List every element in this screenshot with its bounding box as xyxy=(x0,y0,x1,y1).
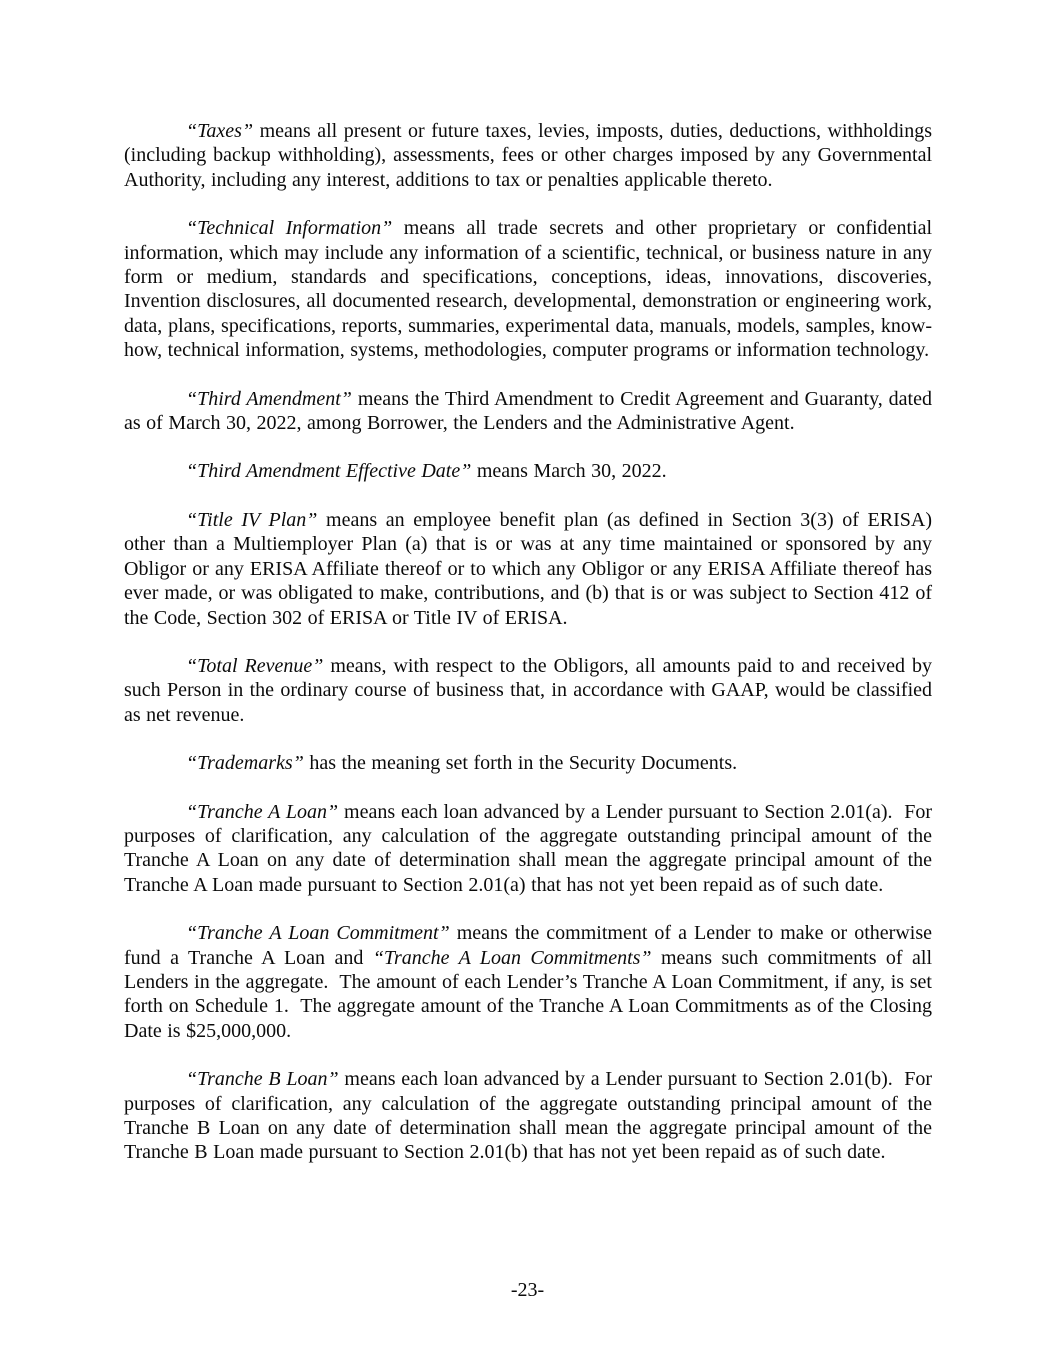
paragraph-text: means such commitments of all Lenders in the aggregate. The amount of each Lender’s Tranche A Loan Commitment, if any, is set forth on Schedule 1. The aggregate amount of the Tranche A Loan Commitments as of the Closing Date is $25,000,000. xyxy=(124,946,933,1042)
paragraph-text: means the Third Amendment to Credit Agreement and Guaranty, dated as of March 30, 2022, among Borrower, the Lenders and the Administrative Agent. xyxy=(124,387,932,435)
definition-paragraph xyxy=(124,1067,932,1165)
paragraph-text: has the meaning set forth in the Security Documents. xyxy=(303,752,738,775)
page-number: -23- xyxy=(510,1279,545,1301)
defined-term: “Tranche A Loan Commitments” xyxy=(372,946,652,969)
definition-paragraph xyxy=(124,387,932,436)
defined-term: “Third Amendment” xyxy=(186,387,352,410)
defined-term: “Tranche A Loan” xyxy=(186,800,339,823)
defined-term: “Total Revenue” xyxy=(186,654,324,677)
paragraph-text: means March 30, 2022. xyxy=(471,460,667,483)
paragraph-text: means each loan advanced by a Lender pursuant to Section 2.01(a). For purposes of clarification, any calculation of the aggregate outstanding principal amount of the Tranche A Loan on any date of determination shall mean the aggregate principal amount of the Tranche A Loan made pursuant to Section 2.01(a) that has not yet been repaid as of such date. xyxy=(124,800,933,896)
definition-paragraph xyxy=(124,508,932,630)
definitions-body xyxy=(124,119,932,1189)
defined-term: “Trademarks” xyxy=(186,752,304,775)
defined-term: “Title IV Plan” xyxy=(186,508,318,531)
paragraph-text: means the commitment of a Lender to make or otherwise fund a Tranche A Loan and xyxy=(124,922,932,969)
paragraph-text: means each loan advanced by a Lender pursuant to Section 2.01(b). For purposes of clarification, any calculation of the aggregate outstanding principal amount of the Tranche B Loan on any date of determination shall mean the aggregate principal amount of the Tranche B Loan made pursuant to Section 2.01(b) that has not yet been repaid as of such date. xyxy=(124,1068,932,1164)
definition-paragraph xyxy=(124,216,932,362)
defined-term: “Third Amendment Effective Date” xyxy=(186,460,472,483)
paragraph-text: means an employee benefit plan (as defined in Section 3(3) of ERISA) other than a Multiemployer Plan (a) that is or was at any time maintained or sponsored by any Obligor or any ERISA Affiliate thereof or to which any Obligor or any ERISA Affiliate thereof has ever made, or was obligated to make, contributions, and (b) that is or was subject to Section 412 of the Code, Section 302 of ERISA or Title IV of ERISA. xyxy=(124,508,933,629)
defined-term: “Technical Information” xyxy=(186,217,393,240)
definition-paragraph xyxy=(124,800,932,898)
defined-term: “Tranche A Loan Commitment” xyxy=(186,922,450,945)
definition-paragraph xyxy=(124,119,932,192)
paragraph-text: means all present or future taxes, levies, imposts, duties, deductions, withholdings (including backup withholding), assessments, fees or other charges imposed by any Governmental Authority, including any interest, additions to tax or penalties applicable thereto. xyxy=(124,120,932,191)
definition-paragraph xyxy=(124,751,932,775)
defined-term: “Taxes” xyxy=(186,120,254,142)
definition-paragraph xyxy=(124,921,932,1043)
paragraph-text: means all trade secrets and other proprietary or confidential information, which may include any information of a scientific, technical, or business nature in any form or medium, standards and specifications, conceptions, ideas, innovations, discoveries, Invention disclosures, all documented research, developmental, demonstration or engineering work, data, plans, specifications, reports, summaries, experimental data, manuals, models, samples, know-how, technical information, systems, methodologies, computer programs or information technology. xyxy=(124,217,932,362)
definition-paragraph xyxy=(124,654,932,727)
defined-term: “Tranche B Loan” xyxy=(186,1068,339,1091)
definition-paragraph xyxy=(124,459,932,483)
paragraph-text: means, with respect to the Obligors, all amounts paid to and received by such Person in the ordinary course of business that, in accordance with GAAP, would be classified as net revenue. xyxy=(124,654,932,726)
